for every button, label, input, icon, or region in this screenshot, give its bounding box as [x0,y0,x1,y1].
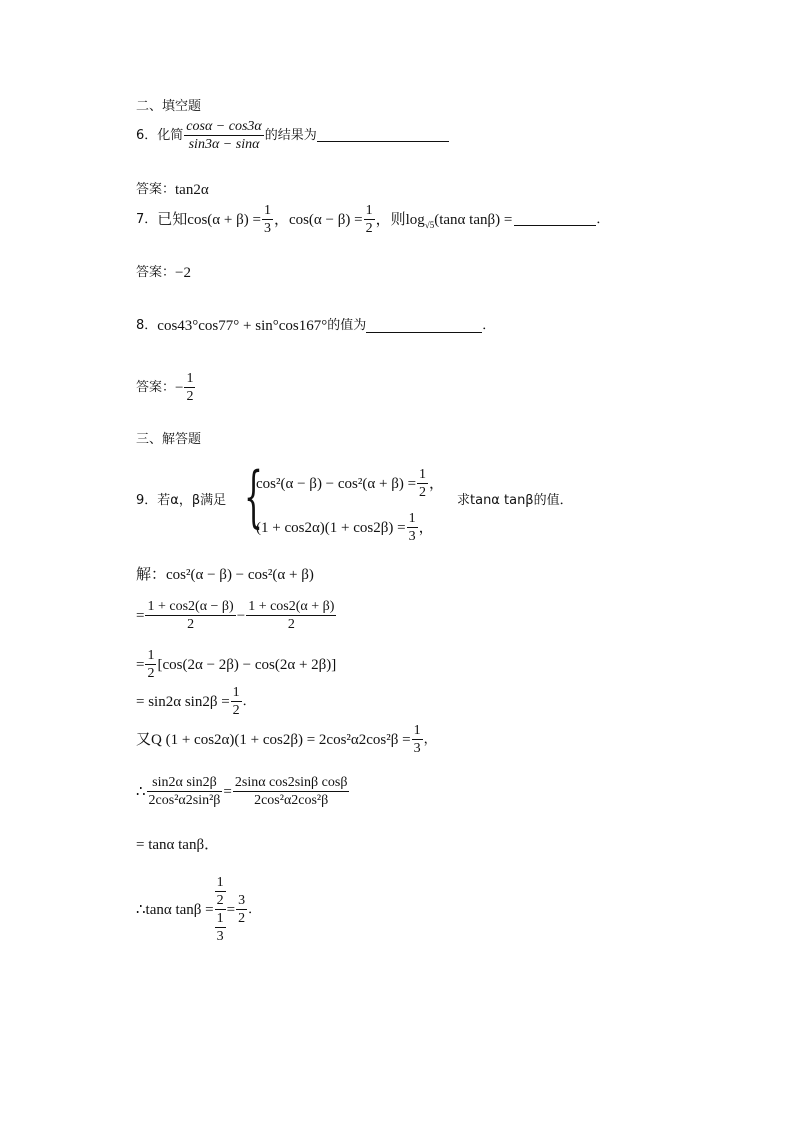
frac-num: 1 [216,875,224,890]
solution-line-2 [136,598,337,633]
solution-line-1: 解：cos²(α − β) − cos²(α + β) [136,567,314,583]
q8-answer-blank [366,320,482,333]
q7-answer [136,264,191,282]
frac-num: 1 + cos2(α − β) [147,599,234,614]
frac-den: 2 [216,893,224,908]
q9-equation-2 [256,510,434,545]
frac-den: 2 [238,911,246,926]
q8-suffix: 的值为 [327,318,367,333]
s6-fraction-2 [233,774,350,809]
solution-line-3 [136,647,336,682]
q7-arg: (tanα tanβ) = [434,211,513,228]
equals-sign: = [226,901,236,918]
solution-line-8 [136,874,261,945]
solution-line-5 [136,722,437,757]
equals-sign: = [136,607,145,624]
s8-bottom-fraction [215,910,226,945]
eq1-fraction [417,466,428,501]
s5-end: ， [423,731,437,747]
frac-den: 3 [263,221,271,236]
q7-answer-blank [514,213,596,226]
q7-mid: ，cos(α − β) = [273,211,363,228]
frac-den: 2cos²α2cos²β [254,793,329,808]
frac-num: 1 [216,911,224,926]
question-9-intro [136,492,226,510]
q9-ask: 求tanα tanβ的值． [457,493,573,508]
q8-answer-fraction [184,370,195,405]
frac-den: 3 [408,529,416,544]
s5-fraction [412,722,423,757]
frac-num: 1 [147,648,155,663]
q7-fraction-2 [364,202,375,237]
frac-den: 2 [186,389,194,404]
therefore-symbol: ∴ [136,783,146,800]
s8-top-fraction [215,874,226,909]
eq2-lhs: (1 + cos2α)(1 + cos2β) = [256,519,406,536]
s8-complex-fraction [215,874,226,945]
section-fill-blank: 二、填空题 [136,99,202,114]
s4-fraction [231,684,242,719]
frac-den: 2cos²α2sin²β [148,793,221,808]
s2-fraction-1 [145,598,235,633]
question-8 [136,317,495,335]
solution-line-4 [136,684,256,719]
q9-equation-1 [256,466,444,501]
frac-num: 1 [419,467,427,482]
frac-num: 3 [238,893,246,908]
eq1-lhs: cos²(α − β) − cos²(α + β) = [256,475,417,492]
frac-num: 1 [232,685,240,700]
q7-log-base: √5 [424,219,435,230]
eq1-end: ， [429,475,445,492]
frac-den: 2 [287,617,295,632]
q9-prefix: 若α，β满足 [157,493,227,508]
q8-end: ． [482,318,496,333]
frac-den: 2 [365,221,373,236]
equals-sign: = [136,656,145,673]
q6-suffix: 的结果为 [264,127,317,143]
q6-answer [136,181,209,199]
s6-fraction-1 [147,774,223,809]
q6-answer-value: tan2α [175,182,209,198]
s4-end: ． [242,693,256,709]
frac-num: 1 [408,511,416,526]
q7-fraction-1 [262,202,273,237]
question-6 [136,118,449,153]
solution-line-7: = tanα tanβ． [136,837,220,853]
frac-num: 1 [365,203,373,218]
q8-answer [136,370,196,405]
frac-den: 2 [419,485,427,500]
frac-den: 3 [216,929,224,944]
eq2-end: ， [418,519,434,536]
s4-lhs: = sin2α sin2β = [136,693,230,710]
q6-frac-num: cosα − cos3α [186,119,262,134]
q7-number: 7． [136,211,158,227]
frac-num: 1 [413,723,421,738]
q6-answer-blank [317,129,449,142]
q6-prefix: 化简 [157,127,184,143]
q7-end: ． [596,211,610,227]
answer-label: 答案： [136,182,176,197]
system-brace: { [244,458,263,535]
s5-lhs: 又Q (1 + cos2α)(1 + cos2β) = 2cos²α2cos²β = [136,731,411,748]
frac-den: 2 [232,703,240,718]
frac-num: sin2α sin2β [152,775,217,790]
q6-frac-den: sin3α − sinα [188,137,260,152]
s8-result-fraction [236,892,247,927]
section-solve: 三、解答题 [136,432,202,447]
s8-end: ． [248,901,262,917]
frac-den: 3 [413,741,421,756]
q8-number: 8． [136,318,158,333]
q7-prefix: 已知cos(α + β) = [157,211,261,228]
solution-line-6 [136,774,350,809]
s2-fraction-2 [246,598,336,633]
q6-number: 6． [136,127,158,143]
minus-sign: − [236,607,246,624]
q6-fraction [184,118,263,153]
q7-answer-value: −2 [175,265,191,281]
frac-den: 2 [147,666,155,681]
answer-label: 答案： [136,265,176,280]
s3-fraction [145,647,156,682]
equals-sign: = [223,783,232,800]
frac-num: 1 [263,203,271,218]
frac-num: 2sinα cos2sinβ cosβ [234,775,348,790]
eq2-fraction [407,510,418,545]
frac-num: 1 + cos2(α + β) [248,599,335,614]
frac-num: 1 [186,371,194,386]
q8-expression: cos43°cos77° + sin°cos167° [157,318,328,334]
answer-label: 答案： [136,379,176,395]
q9-number: 9． [136,493,158,508]
q8-answer-sign: − [175,379,184,396]
q7-tail: ，则log [375,211,425,228]
s8-lhs: ∴tanα tanβ = [136,901,214,918]
question-7 [136,202,609,237]
s3-rest: [cos(2α − 2β) − cos(2α + 2β)] [157,656,337,673]
frac-den: 2 [187,617,195,632]
